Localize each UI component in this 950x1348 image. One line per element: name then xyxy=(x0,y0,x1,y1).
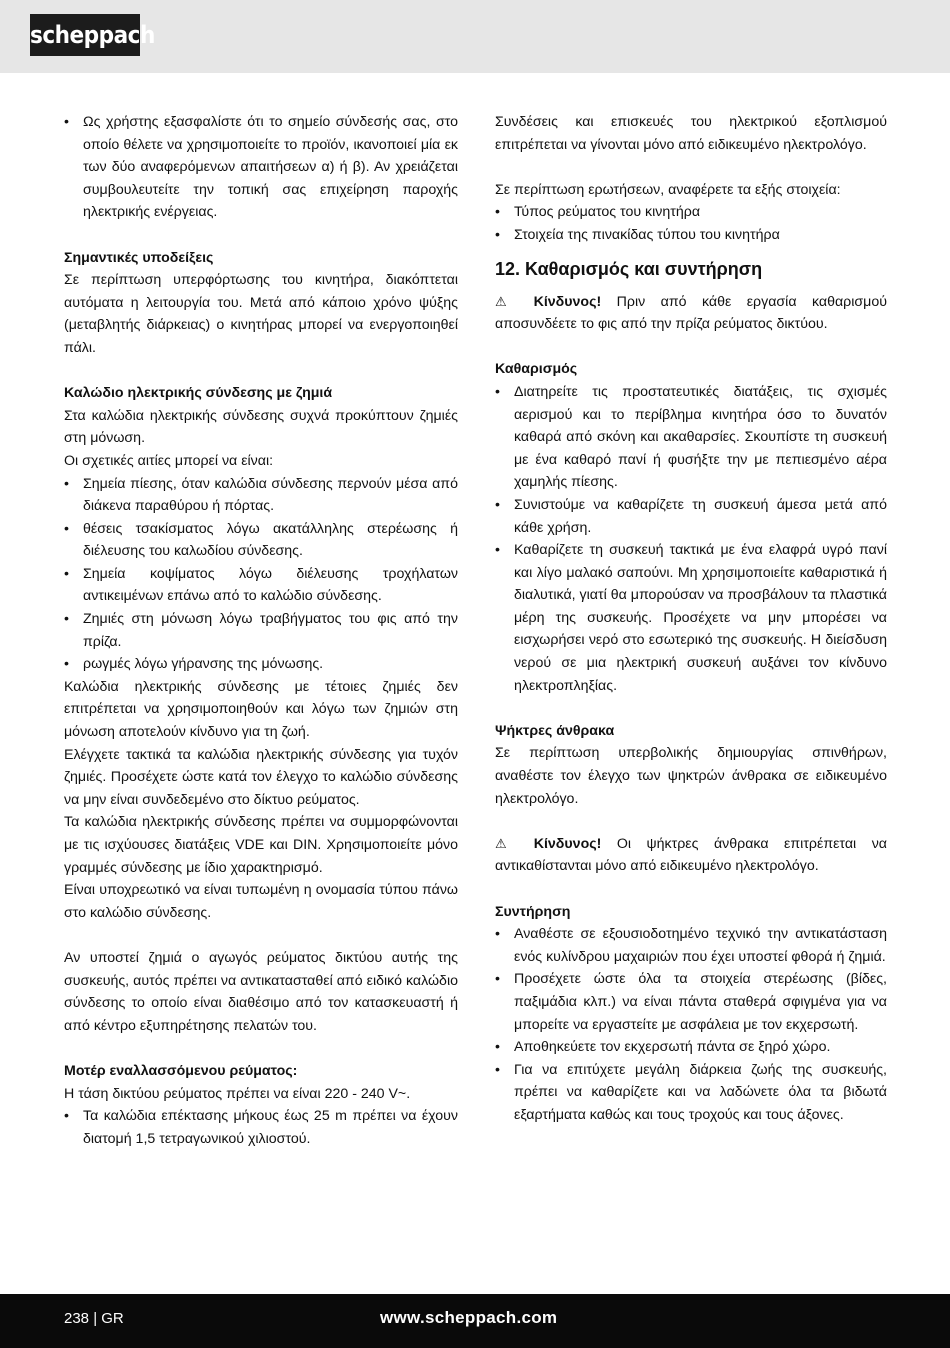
list-item: • Συνιστούμε να καθαρίζετε τη συσκευή άμεσα μετά από κάθε χρήση. xyxy=(495,494,887,539)
section-heading: Καθαρισμός xyxy=(495,361,578,378)
maintenance-list xyxy=(495,923,887,1126)
section-heading: Μοτέρ εναλλασσόμενου ρεύματος: xyxy=(64,1062,298,1079)
bullet-icon: • xyxy=(495,1061,500,1078)
bullet-icon: • xyxy=(495,1039,500,1056)
list-item: • Για να επιτύχετε μεγάλη διάρκεια ζωής της συσκευής, πρέπει να καθαρίζετε και να λαδώνετε όλα τα βιδωτά εξαρτήματα καθώς και τους τροχούς και τους άξονες. xyxy=(495,1059,887,1127)
right-column xyxy=(495,111,887,1127)
paragraph: Σε περίπτωση υπερβολικής δημιουργίας σπινθήρων, αναθέστε τον έλεγχο των ψηκτρών άνθρακα σε ειδικευμένο ηλεκτρολόγο. xyxy=(495,745,887,807)
list-item: • Διατηρείτε τις προστατευτικές διατάξεις, τις σχισμές αερισμού και το περίβλημα κινητήρα όσο το δυνατόν καθαρά από σκόνη και ακαθαρσίες. Σκουπίστε τη συσκευή με ένα καθαρό πανί ή φυσήξτε την με πεπιεσμένο αέρα χαμηλής πίεσης. xyxy=(495,381,887,494)
danger-note: ⚠ Κίνδυνος! Πριν από κάθε εργασία καθαρισμού αποσυνδέετε το φις από την πρίζα ρεύματος δικτύου. xyxy=(495,293,887,333)
paragraph: Σε περίπτωση υπερφόρτωσης του κινητήρα, διακόπτεται αυτόματα η λειτουργία του. Μετά από κάποιο χρόνο ψύξης (μεταβλητής διάρκειας) ο κινητήρας μπορεί να ενεργοποιηθεί πάλι. xyxy=(64,272,458,356)
list-item: • Στοιχεία της πινακίδας τύπου του κινητήρα xyxy=(495,224,887,247)
bullet-icon: • xyxy=(495,204,500,221)
section-heading: Καλώδιο ηλεκτρικής σύνδεσης με ζημιά xyxy=(64,385,333,402)
paragraph: Στα καλώδια ηλεκτρικής σύνδεσης συχνά προκύπτουν ζημιές στη μόνωση. xyxy=(64,407,458,447)
paragraph: Συνδέσεις και επισκευές του ηλεκτρικού εξοπλισμού επιτρέπεται να γίνονται μόνο από ειδικευμένο ηλεκτρολόγο. xyxy=(495,114,887,153)
page-header xyxy=(0,0,950,73)
danger-label: Κίνδυνος! xyxy=(533,835,602,852)
list-item: • θέσεις τσακίσματος λόγω ακατάλληλης στερέωσης ή διέλευσης του καλωδίου σύνδεσης. xyxy=(64,518,458,563)
website-link[interactable]: www.scheppach.com xyxy=(380,1308,558,1327)
paragraph: Οι σχετικές αιτίες μπορεί να είναι: xyxy=(64,452,274,469)
cleaning-list xyxy=(495,381,887,697)
ac-list xyxy=(64,1105,458,1150)
bullet-icon: • xyxy=(64,565,69,582)
list-item: • Σημεία κοψίματος λόγω διέλευσης τροχήλατων αντικειμένων επάνω από το καλώδιο σύνδεσης. xyxy=(64,563,458,608)
paragraph: Σε περίπτωση ερωτήσεων, αναφέρετε τα εξής στοιχεία: xyxy=(495,181,841,198)
list-item: • Σημεία πίεσης, όταν καλώδια σύνδεσης περνούν μέσα από διάκενα παραθύρου ή πόρτας. xyxy=(64,473,458,518)
bullet-icon: • xyxy=(495,383,500,400)
bullet-icon: • xyxy=(64,475,69,492)
paragraph: Αν υποστεί ζημιά ο αγωγός ρεύματος δικτύου αυτής της συσκευής, αυτός πρέπει να αντικατασταθεί από ειδικό καλώδιο σύνδεσης το οποίο είναι διαθέσιμο από τον κατασκευαστή ή από κέντρο εξυπηρέτησης πελατών του. xyxy=(64,949,458,1034)
list-item: • Αναθέστε σε εξουσιοδοτημένο τεχνικό την αντικατάσταση ενός κυλίνδρου μαχαιριών που έχει υποστεί φθορά ή ζημιά. xyxy=(495,923,887,968)
section-heading: Σημαντικές υποδείξεις xyxy=(64,249,214,266)
bullet-icon: • xyxy=(64,656,69,673)
bullet-icon: • xyxy=(495,496,500,513)
page-number: 238 | GR xyxy=(64,1310,124,1327)
section-title: 12. Καθαρισμός και συντήρηση xyxy=(495,258,763,279)
questions-list xyxy=(495,201,887,246)
danger-note: ⚠ Κίνδυνος! Οι ψήκτρες άνθρακα επιτρέπεται να αντικαθίστανται μόνο από ειδικευμένο ηλεκτρολόγο. xyxy=(495,835,887,875)
list-item: • Αποθηκεύετε τον εκχερσωτή πάντα σε ξηρό χώρο. xyxy=(495,1036,887,1059)
left-column xyxy=(64,111,458,1150)
danger-label: Κίνδυνος! xyxy=(533,293,602,310)
paragraph: Τα καλώδια ηλεκτρικής σύνδεσης πρέπει να συμμορφώνονται με τις ισχύουσες διατάξεις VDE και DIN. Χρησιμοποιείτε μόνο γραμμές σύνδεσης με ίδιο χαρακτηρισμό. xyxy=(64,814,458,876)
page-footer xyxy=(0,1294,950,1348)
list-item: • Ζημιές στη μόνωση λόγω τραβήγματος του φις από την πρίζα. xyxy=(64,608,458,653)
bullet-icon: • xyxy=(64,520,69,537)
list-item: • ρωγμές λόγω γήρανσης της μόνωσης. xyxy=(64,653,458,676)
bullet-icon: • xyxy=(495,226,500,243)
section-heading: Ψήκτρες άνθρακα xyxy=(495,722,615,739)
section-heading: Συντήρηση xyxy=(495,903,571,920)
cable-causes-list xyxy=(64,473,458,676)
warning-icon: ⚠ xyxy=(495,835,519,851)
list-item: • Τύπος ρεύματος του κινητήρα xyxy=(495,201,887,224)
paragraph: Καλώδια ηλεκτρικής σύνδεσης με τέτοιες ζημιές δεν επιτρέπεται να χρησιμοποιηθούν και λόγω των ζημιών στη μόνωση αποτελούν κίνδυνο για τη ζωή. xyxy=(64,678,458,741)
bullet-icon: • xyxy=(64,1108,69,1125)
list-item: • Ως χρήστης εξασφαλίστε ότι το σημείο σύνδεσής σας, στο οποίο θέλετε να χρησιμοποιείτε το προϊόν, ικανοποιεί μία εκ των δύο αναφερόμενων απαιτήσεων α) ή β). Αν χρειάζεται συμβουλευτείτε την τοπική σας επιχείρηση παροχής ηλεκτρικής ενέργειας. xyxy=(64,111,458,224)
paragraph: Η τάση δικτύου ρεύματος πρέπει να είναι 220 - 240 V~. xyxy=(64,1085,411,1102)
paragraph: Ελέγχετε τακτικά τα καλώδια ηλεκτρικής σύνδεσης για τυχόν ζημιές. Προσέχετε ώστε κατά τον έλεγχο το καλώδιο σύνδεσης να μην είναι συνδεδεμένο στο δίκτυο ρεύματος. xyxy=(64,746,458,808)
bullet-icon: • xyxy=(64,611,69,628)
bullet-icon: • xyxy=(495,926,500,943)
bullet-icon: • xyxy=(64,114,69,130)
list-item: • Προσέχετε ώστε όλα τα στοιχεία στερέωσης (βίδες, παξιμάδια κλπ.) να είναι πάντα σταθερά σφιγμένα για να μπορείτε να εργαστείτε με ασφάλεια με τον εκχερσωτή. xyxy=(495,968,887,1036)
bullet-icon: • xyxy=(495,542,500,559)
list-item: • Τα καλώδια επέκτασης μήκους έως 25 m πρέπει να έχουν διατομή 1,5 τετραγωνικού χιλιοστού. xyxy=(64,1105,458,1150)
brand-logo: scheppach xyxy=(30,14,140,56)
warning-icon: ⚠ xyxy=(495,293,519,309)
paragraph: Είναι υποχρεωτικό να είναι τυπωμένη η ονομασία τύπου πάνω στο καλώδιο σύνδεσης. xyxy=(64,882,458,921)
intro-list xyxy=(64,111,458,224)
list-item: • Καθαρίζετε τη συσκευή τακτικά με ένα ελαφρά υγρό πανί και λίγο μαλακό σαπούνι. Μη χρησιμοποιείτε καθαριστικά ή διαλυτικά, γιατί θα μπορούσαν να προσβάλουν τα πλαστικά μέρη της συσκευής. Προσέχετε να μην μπορέσει να εισχωρήσει νερό στο εσωτερικό της συσκευής. Η διείσδυση νερού σε μια ηλεκτρική συσκευή αυξάνει τον κίνδυνο ηλεκτροπληξίας. xyxy=(495,539,887,697)
bullet-icon: • xyxy=(495,971,500,988)
